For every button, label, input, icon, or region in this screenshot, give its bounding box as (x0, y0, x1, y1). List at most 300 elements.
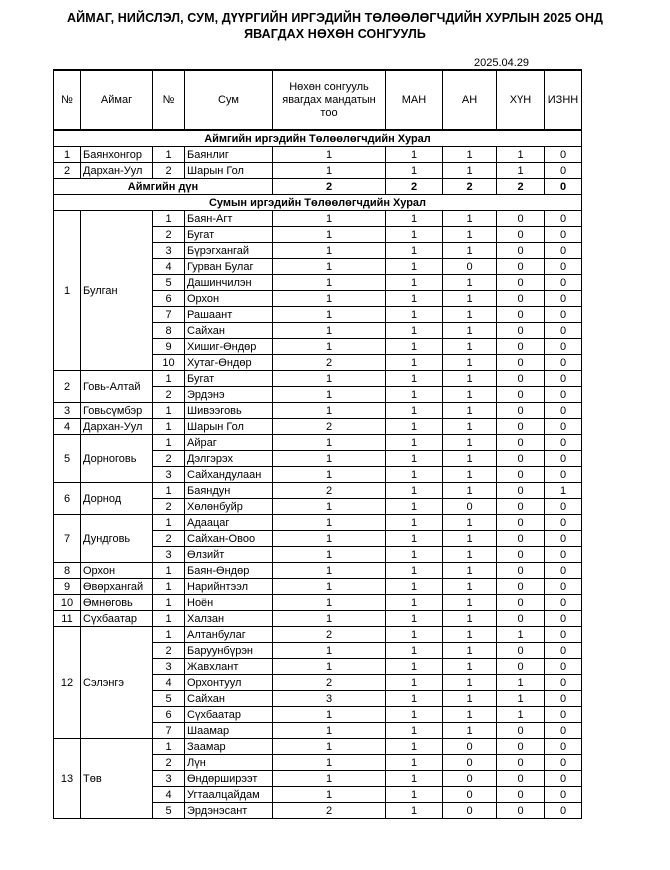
row-mandates: 1 (273, 771, 386, 787)
row-an: 1 (443, 371, 497, 387)
row-man: 1 (386, 515, 443, 531)
row-mandates: 1 (273, 339, 386, 355)
row-iznn: 0 (545, 739, 582, 755)
row-iznn: 0 (545, 403, 582, 419)
row-an: 1 (443, 435, 497, 451)
row-man: 1 (386, 771, 443, 787)
row-iznn: 0 (545, 771, 582, 787)
row-mandates: 2 (273, 483, 386, 499)
row-sum-no: 5 (153, 691, 185, 707)
table-body (54, 130, 582, 819)
row-sum: Бүрэгхангай (185, 243, 273, 259)
row-mandates: 1 (273, 371, 386, 387)
row-iznn: 0 (545, 547, 582, 563)
row-sum: Шарын Гол (185, 163, 273, 179)
row-iznn: 0 (545, 675, 582, 691)
row-aimag-no: 2 (54, 163, 81, 179)
row-khun: 1 (497, 707, 545, 723)
row-mandates: 1 (273, 611, 386, 627)
row-khun: 0 (497, 499, 545, 515)
row-sum: Халзан (185, 611, 273, 627)
row-sum: Нарийнтээл (185, 579, 273, 595)
row-mandates: 1 (273, 595, 386, 611)
row-an: 1 (443, 163, 497, 179)
row-mandates: 1 (273, 723, 386, 739)
row-sum-no: 2 (153, 643, 185, 659)
row-an: 1 (443, 595, 497, 611)
row-man: 1 (386, 371, 443, 387)
row-sum: Шаамар (185, 723, 273, 739)
row-iznn: 0 (545, 451, 582, 467)
row-sum: Сайхан (185, 691, 273, 707)
row-sum-no: 4 (153, 259, 185, 275)
row-mandates: 2 (273, 675, 386, 691)
row-sum-no: 2 (153, 163, 185, 179)
row-khun: 0 (497, 611, 545, 627)
row-iznn: 0 (545, 595, 582, 611)
row-an: 1 (443, 355, 497, 371)
row-aimag-no: 10 (54, 595, 81, 611)
row-sum: Гурван Булаг (185, 259, 273, 275)
row-mandates: 1 (273, 291, 386, 307)
row-iznn: 0 (545, 803, 582, 819)
row-khun: 0 (497, 771, 545, 787)
row-man: 1 (386, 595, 443, 611)
row-aimag-no: 1 (54, 211, 81, 371)
row-sum: Жавхлант (185, 659, 273, 675)
row-khun: 0 (497, 579, 545, 595)
row-sum: Ноён (185, 595, 273, 611)
row-man: 1 (386, 739, 443, 755)
row-mandates: 1 (273, 211, 386, 227)
row-iznn: 1 (545, 483, 582, 499)
row-aimag-no: 2 (54, 371, 81, 403)
row-an: 1 (443, 467, 497, 483)
row-an: 1 (443, 563, 497, 579)
row-man: 1 (386, 387, 443, 403)
row-iznn: 0 (545, 531, 582, 547)
row-aimag-no: 11 (54, 611, 81, 627)
row-aimag: Булган (81, 211, 153, 371)
row-sum-no: 1 (153, 403, 185, 419)
row-sum-no: 2 (153, 387, 185, 403)
section-title: Сумын иргэдийн Төлөөлөгчдийн Хурал (54, 195, 582, 211)
row-mandates: 1 (273, 467, 386, 483)
row-sum-no: 3 (153, 547, 185, 563)
row-khun: 0 (497, 259, 545, 275)
row-sum-no: 1 (153, 371, 185, 387)
row-aimag: Дархан-Уул (81, 163, 153, 179)
row-sum-no: 2 (153, 755, 185, 771)
row-sum-no: 1 (153, 419, 185, 435)
row-sum: Эрдэнэ (185, 387, 273, 403)
row-mandates: 1 (273, 451, 386, 467)
row-aimag: Говь-Алтай (81, 371, 153, 403)
row-sum: Сайхандулаан (185, 467, 273, 483)
row-sum-no: 1 (153, 435, 185, 451)
row-iznn: 0 (545, 755, 582, 771)
row-aimag: Өвөрхангай (81, 579, 153, 595)
row-sum-no: 5 (153, 275, 185, 291)
row-sum: Шивээговь (185, 403, 273, 419)
row-man: 1 (386, 803, 443, 819)
election-table-wrapper (53, 69, 581, 819)
row-khun: 0 (497, 547, 545, 563)
row-mandates: 2 (273, 355, 386, 371)
row-an: 1 (443, 451, 497, 467)
row-sum-no: 10 (153, 355, 185, 371)
row-man: 1 (386, 211, 443, 227)
row-an: 0 (443, 771, 497, 787)
row-an: 0 (443, 755, 497, 771)
row-khun: 0 (497, 739, 545, 755)
row-sum: Заамар (185, 739, 273, 755)
row-an: 1 (443, 387, 497, 403)
row-mandates: 1 (273, 243, 386, 259)
row-an: 1 (443, 419, 497, 435)
row-sum: Сайхан (185, 323, 273, 339)
row-an: 1 (443, 515, 497, 531)
row-man: 1 (386, 307, 443, 323)
row-man: 1 (386, 755, 443, 771)
row-aimag-no: 12 (54, 627, 81, 739)
row-iznn: 0 (545, 611, 582, 627)
row-khun: 0 (497, 307, 545, 323)
row-sum: Өндөрширээт (185, 771, 273, 787)
total-label: Аймгийн дүн (54, 179, 273, 195)
row-man: 1 (386, 451, 443, 467)
row-an: 1 (443, 339, 497, 355)
row-sum-no: 7 (153, 307, 185, 323)
row-sum: Бугат (185, 227, 273, 243)
table-row (54, 739, 582, 755)
row-sum-no: 4 (153, 787, 185, 803)
row-man: 1 (386, 611, 443, 627)
row-sum: Рашаант (185, 307, 273, 323)
row-iznn: 0 (545, 467, 582, 483)
row-iznn: 0 (545, 435, 582, 451)
row-mandates: 1 (273, 531, 386, 547)
row-man: 1 (386, 323, 443, 339)
row-sum: Баян-Өндөр (185, 563, 273, 579)
row-aimag-no: 6 (54, 483, 81, 515)
row-an: 1 (443, 643, 497, 659)
row-sum: Баянлиг (185, 147, 273, 163)
row-man: 1 (386, 355, 443, 371)
row-sum-no: 2 (153, 499, 185, 515)
row-khun: 0 (497, 339, 545, 355)
row-iznn: 0 (545, 643, 582, 659)
header-aimag: Аймаг (81, 70, 153, 130)
row-sum-no: 5 (153, 803, 185, 819)
row-mandates: 1 (273, 755, 386, 771)
row-sum-no: 6 (153, 707, 185, 723)
row-mandates: 1 (273, 227, 386, 243)
table-row (54, 611, 582, 627)
document-title (0, 10, 670, 42)
row-sum: Дашинчилэн (185, 275, 273, 291)
header-man: МАН (386, 70, 443, 130)
row-sum: Бугат (185, 371, 273, 387)
row-an: 1 (443, 291, 497, 307)
row-aimag: Орхон (81, 563, 153, 579)
row-mandates: 1 (273, 643, 386, 659)
row-sum: Баяндун (185, 483, 273, 499)
row-an: 1 (443, 611, 497, 627)
row-sum-no: 2 (153, 531, 185, 547)
row-man: 1 (386, 563, 443, 579)
row-sum: Сүхбаатар (185, 707, 273, 723)
row-mandates: 1 (273, 307, 386, 323)
row-man: 1 (386, 275, 443, 291)
row-sum-no: 1 (153, 611, 185, 627)
header-iznn: ИЗНН (545, 70, 582, 130)
total-m: 2 (273, 179, 386, 195)
total-man: 2 (386, 179, 443, 195)
table-row (54, 403, 582, 419)
row-sum-no: 1 (153, 627, 185, 643)
row-iznn: 0 (545, 259, 582, 275)
row-man: 1 (386, 659, 443, 675)
row-man: 1 (386, 499, 443, 515)
row-iznn: 0 (545, 691, 582, 707)
row-man: 1 (386, 675, 443, 691)
row-iznn: 0 (545, 579, 582, 595)
section-header-sum (54, 195, 582, 211)
row-sum-no: 1 (153, 739, 185, 755)
row-sum: Дэлгэрэх (185, 451, 273, 467)
row-aimag: Дундговь (81, 515, 153, 563)
row-an: 1 (443, 275, 497, 291)
row-sum: Шарын Гол (185, 419, 273, 435)
table-row (54, 147, 582, 163)
row-khun: 0 (497, 403, 545, 419)
row-sum-no: 1 (153, 211, 185, 227)
table-row (54, 627, 582, 643)
row-khun: 1 (497, 163, 545, 179)
row-an: 0 (443, 739, 497, 755)
row-aimag-no: 3 (54, 403, 81, 419)
header-an: АН (443, 70, 497, 130)
row-khun: 0 (497, 355, 545, 371)
row-an: 1 (443, 483, 497, 499)
table-row (54, 371, 582, 387)
row-iznn: 0 (545, 419, 582, 435)
row-mandates: 1 (273, 323, 386, 339)
row-sum-no: 7 (153, 723, 185, 739)
row-khun: 0 (497, 291, 545, 307)
row-man: 1 (386, 147, 443, 163)
row-an: 0 (443, 259, 497, 275)
row-man: 1 (386, 531, 443, 547)
row-iznn: 0 (545, 211, 582, 227)
row-khun: 0 (497, 755, 545, 771)
table-row (54, 563, 582, 579)
table-row (54, 515, 582, 531)
row-an: 0 (443, 803, 497, 819)
row-sum: Орхон (185, 291, 273, 307)
row-sum: Адаацаг (185, 515, 273, 531)
row-khun: 0 (497, 803, 545, 819)
row-aimag-no: 13 (54, 739, 81, 819)
row-khun: 0 (497, 435, 545, 451)
row-aimag: Төв (81, 739, 153, 819)
row-khun: 1 (497, 147, 545, 163)
row-an: 1 (443, 627, 497, 643)
row-khun: 0 (497, 483, 545, 499)
header-khun: ХҮН (497, 70, 545, 130)
header-sum-no: № (153, 70, 185, 130)
row-sum-no: 3 (153, 243, 185, 259)
row-khun: 0 (497, 723, 545, 739)
header-mandate-count: Нөхөн сонгууль явагдах мандатын тоо (273, 70, 386, 130)
row-iznn: 0 (545, 307, 582, 323)
row-iznn: 0 (545, 627, 582, 643)
row-sum-no: 1 (153, 515, 185, 531)
row-an: 1 (443, 723, 497, 739)
row-iznn: 0 (545, 499, 582, 515)
row-mandates: 3 (273, 691, 386, 707)
row-khun: 1 (497, 627, 545, 643)
total-iznn: 0 (545, 179, 582, 195)
row-aimag: Говьсүмбэр (81, 403, 153, 419)
table-row (54, 419, 582, 435)
row-sum: Баян-Агт (185, 211, 273, 227)
row-man: 1 (386, 627, 443, 643)
row-sum-no: 4 (153, 675, 185, 691)
row-mandates: 1 (273, 435, 386, 451)
row-sum: Орхонтуул (185, 675, 273, 691)
row-sum-no: 1 (153, 563, 185, 579)
row-khun: 0 (497, 563, 545, 579)
row-aimag: Баянхонгор (81, 147, 153, 163)
row-sum: Баруунбүрэн (185, 643, 273, 659)
row-an: 1 (443, 691, 497, 707)
row-iznn: 0 (545, 323, 582, 339)
election-table (53, 69, 582, 819)
row-mandates: 1 (273, 515, 386, 531)
row-mandates: 1 (273, 499, 386, 515)
row-an: 1 (443, 211, 497, 227)
row-man: 1 (386, 339, 443, 355)
row-sum-no: 9 (153, 339, 185, 355)
row-an: 1 (443, 531, 497, 547)
section-title: Аймгийн иргэдийн Төлөөлөгчдийн Хурал (54, 130, 582, 147)
row-aimag: Дорнод (81, 483, 153, 515)
row-mandates: 1 (273, 787, 386, 803)
row-iznn: 0 (545, 659, 582, 675)
row-aimag-no: 7 (54, 515, 81, 563)
row-aimag-no: 9 (54, 579, 81, 595)
row-sum: Айраг (185, 435, 273, 451)
row-an: 1 (443, 403, 497, 419)
row-man: 1 (386, 707, 443, 723)
title-line-2: ЯВАГДАХ НӨХӨН СОНГУУЛЬ (244, 27, 426, 41)
header-aimag-no: № (54, 70, 81, 130)
row-khun: 0 (497, 371, 545, 387)
section-header-aimag (54, 130, 582, 147)
row-iznn: 0 (545, 163, 582, 179)
row-khun: 0 (497, 451, 545, 467)
row-man: 1 (386, 227, 443, 243)
row-mandates: 1 (273, 387, 386, 403)
row-khun: 0 (497, 275, 545, 291)
row-an: 1 (443, 675, 497, 691)
row-sum: Сайхан-Овоо (185, 531, 273, 547)
row-sum-no: 6 (153, 291, 185, 307)
row-iznn: 0 (545, 339, 582, 355)
row-khun: 0 (497, 659, 545, 675)
row-sum: Хишиг-Өндөр (185, 339, 273, 355)
row-sum-no: 1 (153, 483, 185, 499)
row-khun: 0 (497, 211, 545, 227)
row-iznn: 0 (545, 371, 582, 387)
row-man: 1 (386, 403, 443, 419)
row-khun: 0 (497, 243, 545, 259)
row-khun: 0 (497, 419, 545, 435)
row-aimag-no: 1 (54, 147, 81, 163)
title-line-1: АЙМАГ, НИЙСЛЭЛ, СУМ, ДҮҮРГИЙН ИРГЭДИЙН ТӨЛӨӨЛӨГЧДИЙН ХУРЛЫН 2025 ОНД (67, 11, 603, 25)
row-iznn: 0 (545, 227, 582, 243)
row-sum-no: 8 (153, 323, 185, 339)
row-iznn: 0 (545, 147, 582, 163)
row-mandates: 1 (273, 403, 386, 419)
row-aimag: Дорноговь (81, 435, 153, 483)
table-row (54, 163, 582, 179)
row-khun: 1 (497, 691, 545, 707)
row-an: 1 (443, 307, 497, 323)
row-sum: Лүн (185, 755, 273, 771)
row-sum: Угтаалцайдам (185, 787, 273, 803)
row-mandates: 1 (273, 659, 386, 675)
row-an: 1 (443, 707, 497, 723)
row-man: 1 (386, 243, 443, 259)
row-sum-no: 1 (153, 147, 185, 163)
row-sum-no: 3 (153, 659, 185, 675)
total-row (54, 179, 582, 195)
total-an: 2 (443, 179, 497, 195)
table-row (54, 579, 582, 595)
row-an: 1 (443, 579, 497, 595)
row-man: 1 (386, 435, 443, 451)
row-mandates: 2 (273, 803, 386, 819)
row-aimag: Өмнөговь (81, 595, 153, 611)
row-sum: Эрдэнэсант (185, 803, 273, 819)
row-mandates: 1 (273, 163, 386, 179)
row-mandates: 1 (273, 275, 386, 291)
row-sum: Алтанбулаг (185, 627, 273, 643)
row-iznn: 0 (545, 355, 582, 371)
row-khun: 0 (497, 531, 545, 547)
row-iznn: 0 (545, 243, 582, 259)
row-aimag: Дархан-Уул (81, 419, 153, 435)
row-man: 1 (386, 787, 443, 803)
row-mandates: 2 (273, 627, 386, 643)
row-sum-no: 2 (153, 451, 185, 467)
row-an: 1 (443, 659, 497, 675)
row-mandates: 1 (273, 707, 386, 723)
row-khun: 0 (497, 643, 545, 659)
table-row (54, 435, 582, 451)
row-man: 1 (386, 723, 443, 739)
row-man: 1 (386, 419, 443, 435)
row-an: 1 (443, 227, 497, 243)
row-an: 1 (443, 243, 497, 259)
row-khun: 0 (497, 387, 545, 403)
row-man: 1 (386, 291, 443, 307)
header-sum: Сум (185, 70, 273, 130)
row-sum-no: 1 (153, 595, 185, 611)
